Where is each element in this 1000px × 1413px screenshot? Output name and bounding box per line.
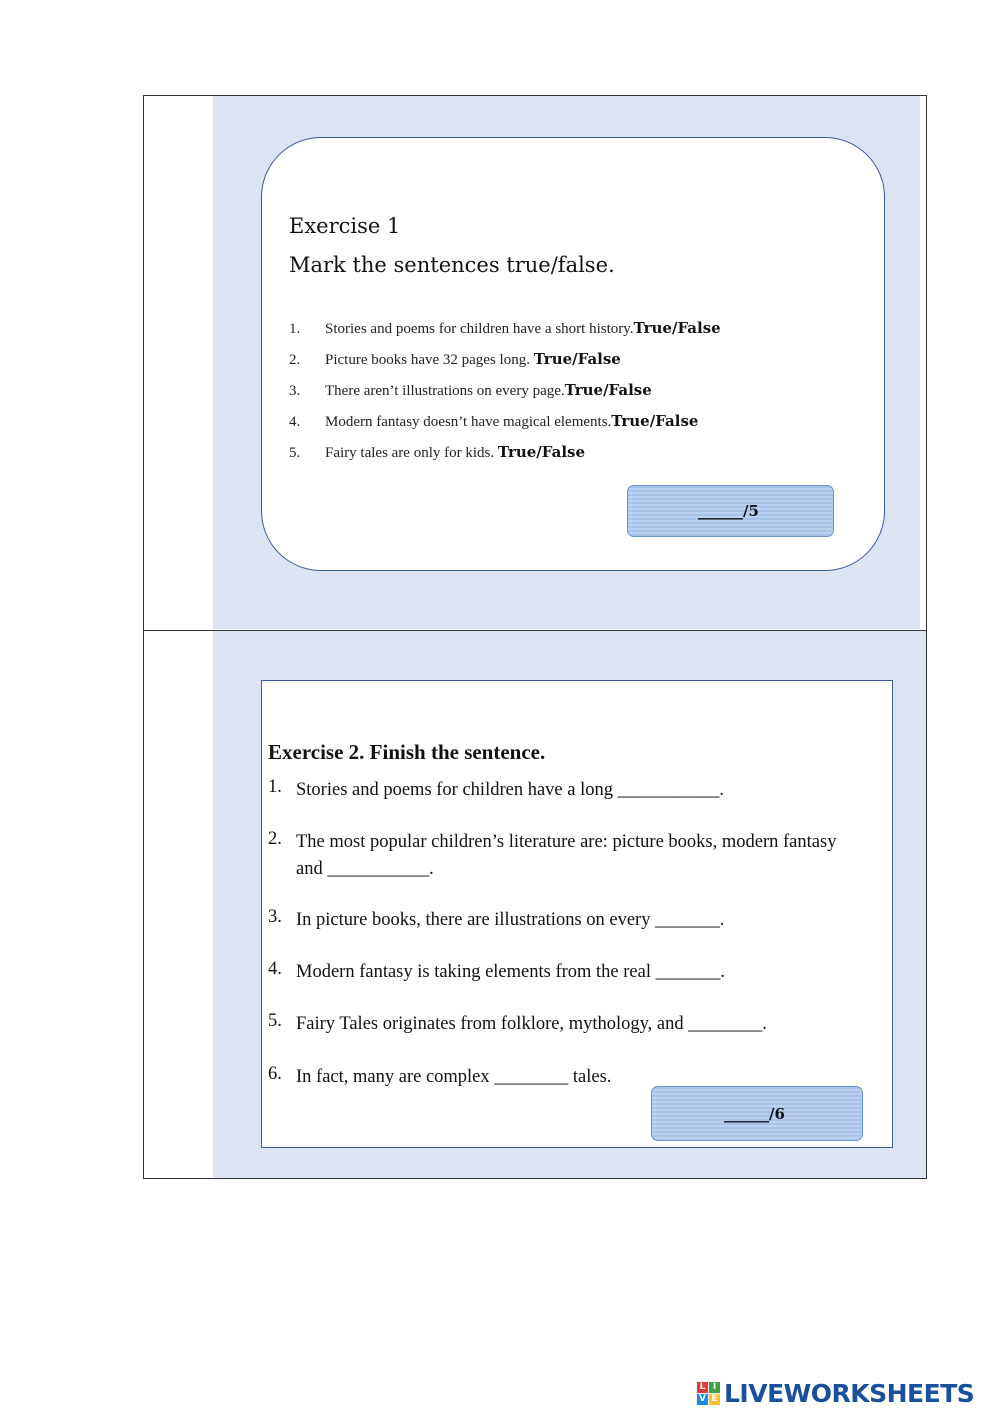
sentence-text: Stories and poems for children have a long ___________. [296, 780, 724, 800]
list-item: 3. There aren’t illustrations on every page.True/False [289, 381, 652, 399]
list-item: 2. The most popular children’s literature are: picture books, modern fantasy and ___________. [268, 829, 856, 883]
logo-letter: V [697, 1394, 708, 1405]
sentence-text: In picture books, there are illustrations on every _______. [296, 910, 725, 930]
score-text: ______/6 [724, 1105, 785, 1123]
statement-text: Picture books have 32 pages long. [325, 352, 534, 368]
exercise2-score-box [651, 1086, 863, 1141]
true-false-choice[interactable]: True/False [564, 381, 652, 399]
logo-letter: E [709, 1394, 720, 1405]
list-item: 5. Fairy tales are only for kids. True/False [289, 443, 586, 461]
list-item: 1. Stories and poems for children have a short history.True/False [289, 319, 721, 337]
statement-text: Modern fantasy doesn’t have magical elements. [325, 414, 612, 430]
logo-icon [697, 1382, 720, 1405]
sentence-text: Fairy Tales originates from folklore, mythology, and ________. [296, 1014, 767, 1034]
liveworksheets-logo [697, 1377, 974, 1409]
sentence-text: The most popular children’s literature are: picture books, modern fantasy and ___________. [296, 832, 837, 879]
statement-text: There aren’t illustrations on every page. [325, 383, 565, 399]
list-item: 4. Modern fantasy doesn’t have magical elements.True/False [289, 412, 699, 430]
true-false-choice[interactable]: True/False [633, 319, 721, 337]
list-item: 1. Stories and poems for children have a long ___________. [268, 777, 856, 804]
true-false-choice[interactable]: True/False [611, 412, 699, 430]
true-false-choice[interactable]: True/False [533, 350, 621, 368]
logo-text: LIVEWORKSHEETS [724, 1378, 975, 1408]
logo-letter: L [697, 1382, 708, 1393]
score-text: ______/5 [698, 502, 759, 520]
statement-text: Stories and poems for children have a short history. [325, 321, 634, 337]
logo-letter: I [709, 1382, 720, 1393]
exercise1-list [289, 319, 721, 474]
true-false-choice[interactable]: True/False [497, 443, 586, 461]
exercise1-heading: Exercise 1 [289, 214, 401, 238]
exercise2-heading: Exercise 2. Finish the sentence. [268, 740, 546, 764]
sentence-text: Modern fantasy is taking elements from the real _______. [296, 962, 725, 982]
exercise1-instruction: Mark the sentences true/false. [289, 253, 615, 277]
list-item: 3. In picture books, there are illustrations on every _______. [268, 907, 856, 934]
list-item: 4. Modern fantasy is taking elements from the real _______. [268, 959, 856, 986]
statement-text: Fairy tales are only for kids. [325, 445, 498, 461]
sentence-text: In fact, many are complex ________ tales. [296, 1067, 612, 1087]
list-item: 6. In fact, many are complex ________ tales. [268, 1064, 856, 1091]
list-item: 2. Picture books have 32 pages long. True/False [289, 350, 621, 368]
list-item: 5. Fairy Tales originates from folklore, mythology, and ________. [268, 1011, 856, 1038]
exercise1-score-box [627, 485, 834, 537]
